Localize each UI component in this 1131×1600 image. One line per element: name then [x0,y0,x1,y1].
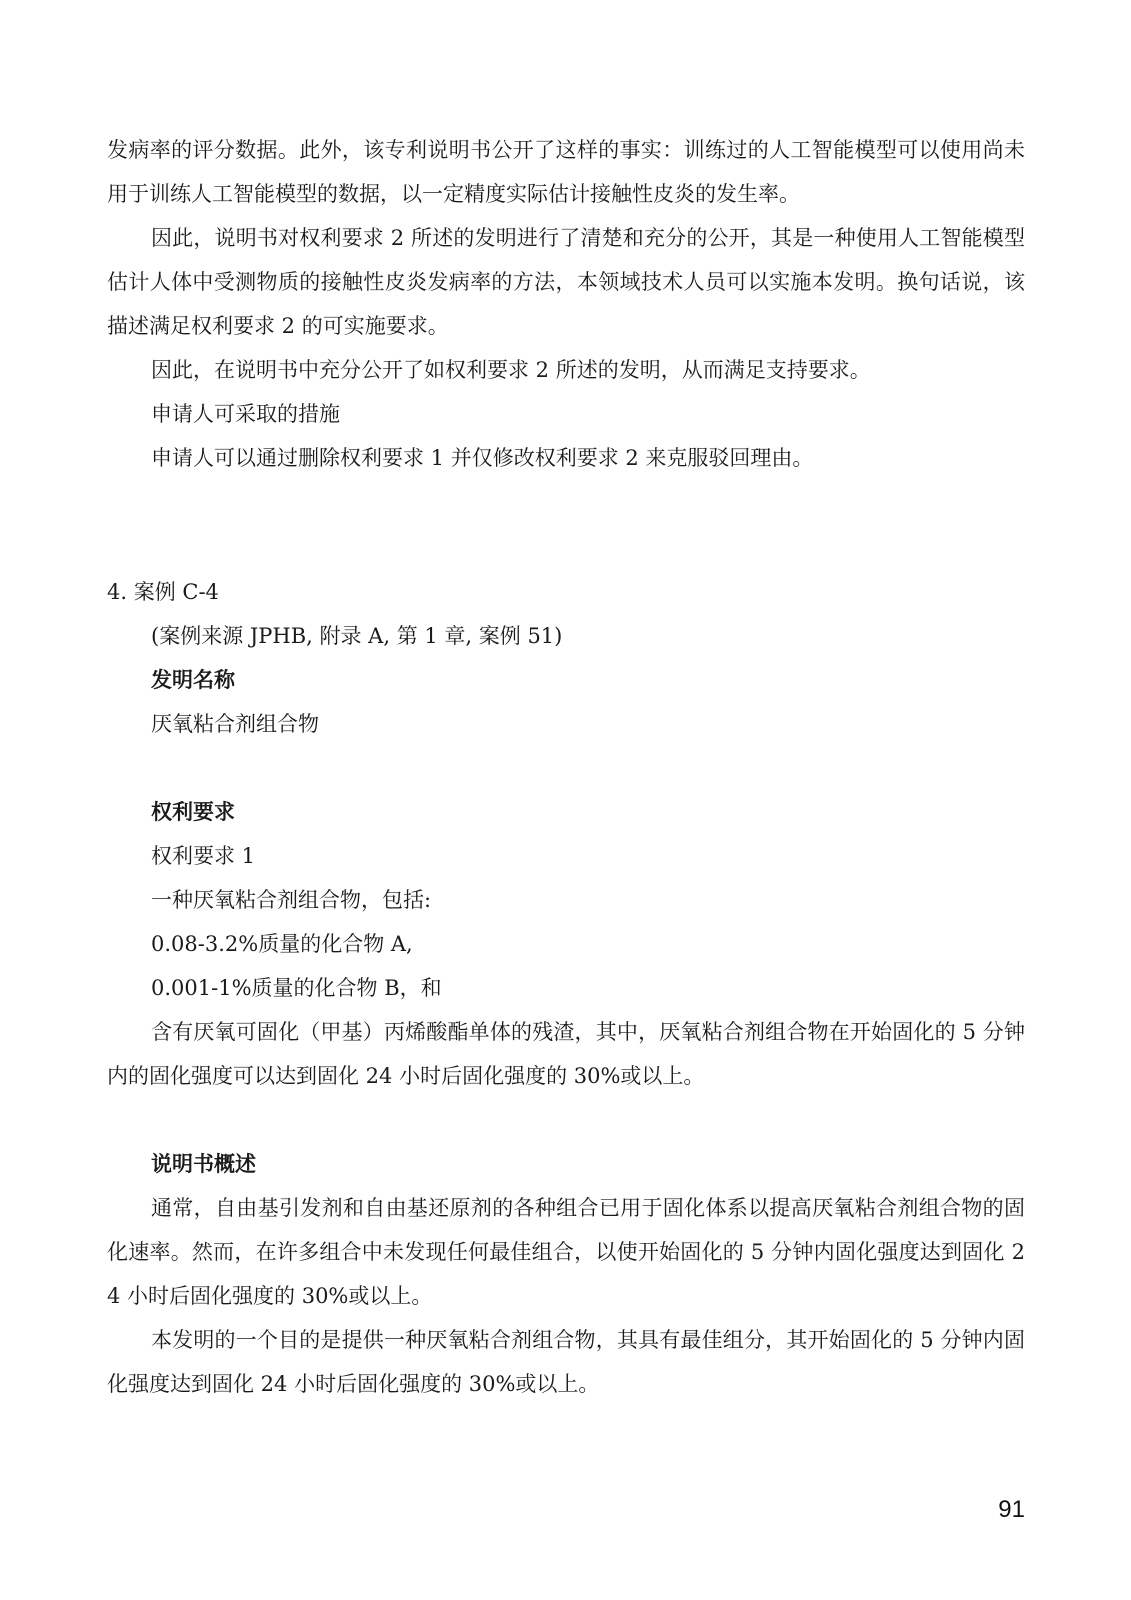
claims-heading: 权利要求 [151,799,235,824]
claim-1-line-2: 0.08-3.2%质量的化合物 A, [151,932,413,956]
summary-paragraph-2: 本发明的一个目的是提供一种厌氧粘合剂组合物，其具有最佳组分，其开始固化的 5 分钟内固化强度达到固化 24 小时后固化强度的 30%或以上。 [107,1328,1025,1396]
case-title: 4. 案例 C-4 [107,580,219,604]
page-number: 91 [998,1496,1025,1523]
paragraph-continuation: 发病率的评分数据。此外，该专利说明书公开了这样的事实：训练过的人工智能模型可以使用尚未用于训练人工智能模型的数据，以一定精度实际估计接触性皮炎的发生率。 [107,138,1025,206]
claim-1-label: 权利要求 1 [151,844,256,868]
case-source: (案例来源 JPHB, 附录 A, 第 1 章, 案例 51) [151,624,563,648]
claim-1-line-4: 含有厌氧可固化（甲基）丙烯酸酯单体的残渣，其中，厌氧粘合剂组合物在开始固化的 5 分钟内的固化强度可以达到固化 24 小时后固化强度的 30%或以上。 [107,1020,1025,1088]
measures-heading: 申请人可采取的措施 [151,402,340,426]
paragraph-disclosure: 因此，说明书对权利要求 2 所述的发明进行了清楚和充分的公开，其是一种使用人工智能模型估计人体中受测物质的接触性皮炎发病率的方法，本领域技术人员可以实施本发明。换句话说，该描述满足权利要求 2 的可实施要求。 [107,226,1025,338]
invention-name-heading: 发明名称 [151,667,235,692]
measures-text: 申请人可以通过删除权利要求 1 并仅修改权利要求 2 来克服驳回理由。 [151,446,814,470]
summary-heading: 说明书概述 [151,1151,256,1176]
summary-paragraph-1: 通常，自由基引发剂和自由基还原剂的各种组合已用于固化体系以提高厌氧粘合剂组合物的固化速率。然而，在许多组合中未发现任何最佳组合，以使开始固化的 5 分钟内固化强度达到固化 24 小时后固化强度的 30%或以上。 [107,1196,1025,1308]
invention-name: 厌氧粘合剂组合物 [151,712,319,736]
document-body [107,128,1025,1406]
claim-1-line-3: 0.001-1%质量的化合物 B，和 [151,976,442,1000]
claim-1-line-1: 一种厌氧粘合剂组合物，包括: [151,888,432,912]
paragraph-support: 因此，在说明书中充分公开了如权利要求 2 所述的发明，从而满足支持要求。 [151,358,871,382]
